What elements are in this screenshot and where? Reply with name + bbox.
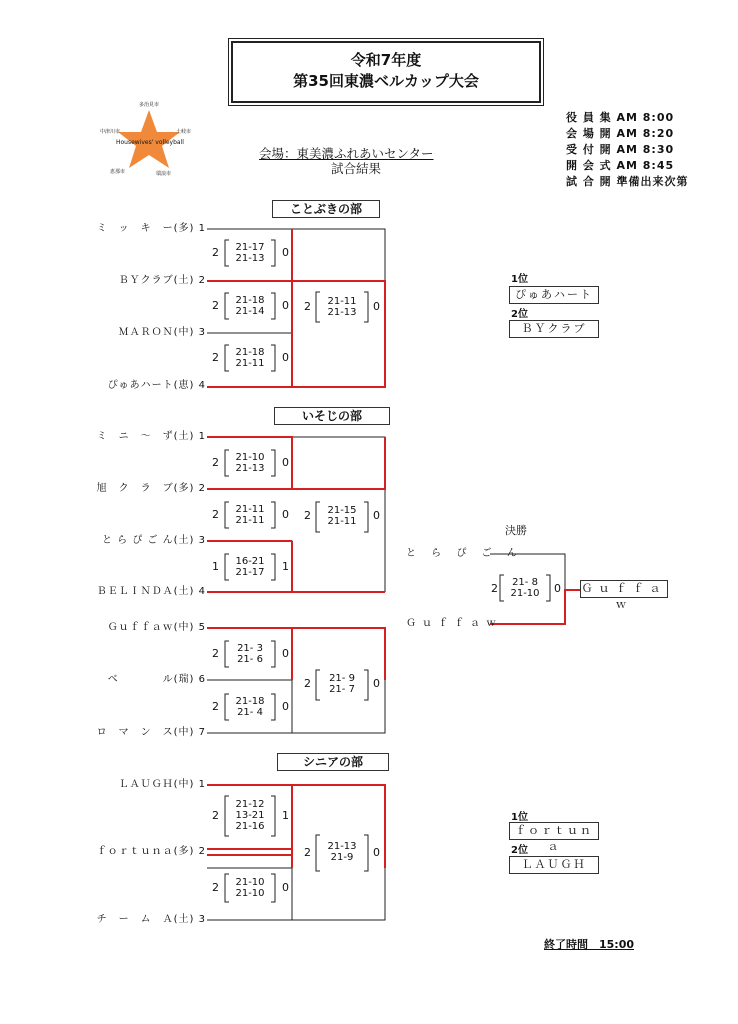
logo-top: 多治見市 [139, 102, 160, 108]
match-score-left: 2 [212, 881, 219, 894]
match-score-right: 0 [282, 881, 289, 894]
set-scores [320, 841, 364, 863]
set-score: 21-15 [327, 505, 357, 516]
set-score: 21-18 [235, 347, 265, 358]
team-label: ロ マ ン ス(中) 7 [96, 727, 206, 738]
set-score: 21-16 [235, 821, 265, 832]
schedule-item: 受 付 開 AM 8:30 [566, 143, 675, 156]
schedule-item: 役 員 集 AM 8:00 [566, 111, 675, 124]
logo-left: 中津川市 [100, 129, 121, 135]
champion-box: Ｇｕｆｆａｗ [581, 582, 667, 611]
rank-label: 2位 [511, 309, 528, 320]
set-score: 21- 7 [329, 684, 355, 695]
set-score: 21-13 [235, 463, 265, 474]
set-scores [229, 347, 271, 369]
team-label: と ら ぴ ご ん(土) 3 [101, 535, 206, 546]
set-score: 21-13 [235, 253, 265, 264]
title-line2: 第35回東濃ベルカップ大会 [293, 72, 479, 90]
rank-second: ＢＹクラブ [509, 320, 599, 338]
set-scores [229, 799, 271, 832]
section-kotobuki: ことぶきの部 [272, 200, 380, 218]
match-score-left: 2 [304, 509, 311, 522]
set-score: 21-9 [330, 852, 354, 863]
team-label: ＢＹクラブ(土) 2 [118, 275, 206, 286]
match-score-left: 2 [491, 582, 498, 595]
set-scores [229, 452, 271, 474]
set-score: 21- 4 [237, 707, 263, 718]
set-score: 21-10 [235, 877, 265, 888]
subtitle: 試合結果 [331, 161, 382, 176]
set-score: 21-13 [327, 307, 357, 318]
team-label: ミ ニ ～ ず(土) 1 [96, 431, 206, 442]
final-team-b: Ｇｕｆｆａｗ [406, 618, 502, 629]
match-score-right: 0 [282, 351, 289, 364]
final-label: 決勝 [505, 524, 527, 537]
logo-bottom-left: 恵那市 [110, 169, 126, 175]
set-score: 21-10 [235, 888, 265, 899]
team-label: ぴゅあハート(恵) 4 [107, 380, 206, 391]
set-score: 21-11 [235, 358, 265, 369]
team-label: ＬＡＵＧＨ(中) 1 [118, 779, 206, 790]
team-label: Ｇｕｆｆａｗ(中) 5 [107, 622, 206, 633]
logo-band: Housewives' volleyball [116, 139, 184, 146]
match-score-right: 0 [373, 846, 380, 859]
match-score-right: 0 [554, 582, 561, 595]
venue: 会場：東美濃ふれあいセンター [259, 146, 434, 161]
match-score-right: 0 [282, 508, 289, 521]
set-score: 21- 6 [237, 654, 263, 665]
set-scores [504, 577, 546, 599]
set-scores [320, 673, 364, 695]
match-score-right: 0 [282, 647, 289, 660]
title-line1: 令和7年度 [350, 51, 422, 69]
match-score-right: 0 [282, 299, 289, 312]
match-score-right: 0 [282, 700, 289, 713]
match-score-left: 2 [212, 246, 219, 259]
match-score-left: 2 [212, 351, 219, 364]
rank-second: ＬＡＵＧＨ [509, 856, 599, 874]
team-label: チ ー ム Ａ(土) 3 [96, 914, 206, 925]
set-score: 21-18 [235, 696, 265, 707]
set-score: 21-18 [235, 295, 265, 306]
match-score-right: 0 [282, 456, 289, 469]
set-score: 21-11 [327, 516, 357, 527]
section-senior: シニアの部 [277, 753, 389, 771]
set-scores [229, 556, 271, 578]
team-label: ＭＡＲＯＮ(中) 3 [118, 327, 206, 338]
set-score: 21- 9 [329, 673, 355, 684]
match-score-left: 2 [304, 300, 311, 313]
match-score-right: 0 [282, 246, 289, 259]
match-score-right: 1 [282, 560, 289, 573]
match-score-left: 2 [304, 846, 311, 859]
set-score: 21-11 [235, 504, 265, 515]
set-score: 21-11 [327, 296, 357, 307]
match-score-left: 2 [304, 677, 311, 690]
set-score: 21- 3 [237, 643, 263, 654]
rank-label: 1位 [511, 274, 528, 285]
team-label: ベ ル(瑞) 6 [107, 674, 206, 685]
match-score-left: 2 [212, 700, 219, 713]
set-scores [229, 504, 271, 526]
schedule-item: 開 会 式 AM 8:45 [566, 159, 675, 172]
match-score-left: 2 [212, 456, 219, 469]
match-score-right: 0 [373, 300, 380, 313]
set-score: 21-10 [510, 588, 540, 599]
match-score-left: 2 [212, 508, 219, 521]
set-score: 21-11 [235, 515, 265, 526]
match-score-left: 2 [212, 809, 219, 822]
end-time: 終了時間 15:00 [544, 938, 635, 951]
rank-first: ｆｏｒｔｕｎａ [509, 822, 599, 840]
set-score: 21-12 [235, 799, 265, 810]
rank-label: 1位 [511, 812, 528, 823]
set-scores [229, 696, 271, 718]
match-score-left: 2 [212, 647, 219, 660]
set-scores [320, 296, 364, 318]
team-label: ミ ッ キ ー(多) 1 [96, 223, 206, 234]
section-isoji: いそじの部 [274, 407, 390, 425]
set-score: 21- 8 [512, 577, 538, 588]
set-scores [229, 643, 271, 665]
match-score-left: 1 [212, 560, 219, 573]
set-score: 21-17 [235, 242, 265, 253]
team-label: ＢＥＬＩＮＤＡ(土) 4 [96, 586, 206, 597]
match-score-right: 0 [373, 509, 380, 522]
match-score-right: 0 [373, 677, 380, 690]
match-score-right: 1 [282, 809, 289, 822]
set-score: 21-17 [235, 567, 265, 578]
set-score: 21-13 [327, 841, 357, 852]
set-score: 13-21 [235, 810, 265, 821]
set-score: 16-21 [235, 556, 265, 567]
schedule-item: 会 場 開 AM 8:20 [566, 127, 675, 140]
rank-first: ぴゅあハート [509, 286, 599, 304]
set-scores [320, 505, 364, 527]
team-label: ｆｏｒｔｕｎａ(多) 2 [96, 846, 206, 857]
set-scores [229, 295, 271, 317]
logo-right: 土岐市 [176, 129, 192, 135]
team-label: 旭 ク ラ ブ(多) 2 [96, 483, 206, 494]
final-team-a: と ら ぴ ご ん [406, 548, 523, 559]
set-score: 21-10 [235, 452, 265, 463]
rank-label: 2位 [511, 845, 528, 856]
logo-bottom-right: 瑞浪市 [156, 171, 172, 177]
match-score-left: 2 [212, 299, 219, 312]
schedule-item: 試 合 開 準備出来次第 [566, 175, 689, 188]
set-scores [229, 877, 271, 899]
set-scores [229, 242, 271, 264]
set-score: 21-14 [235, 306, 265, 317]
